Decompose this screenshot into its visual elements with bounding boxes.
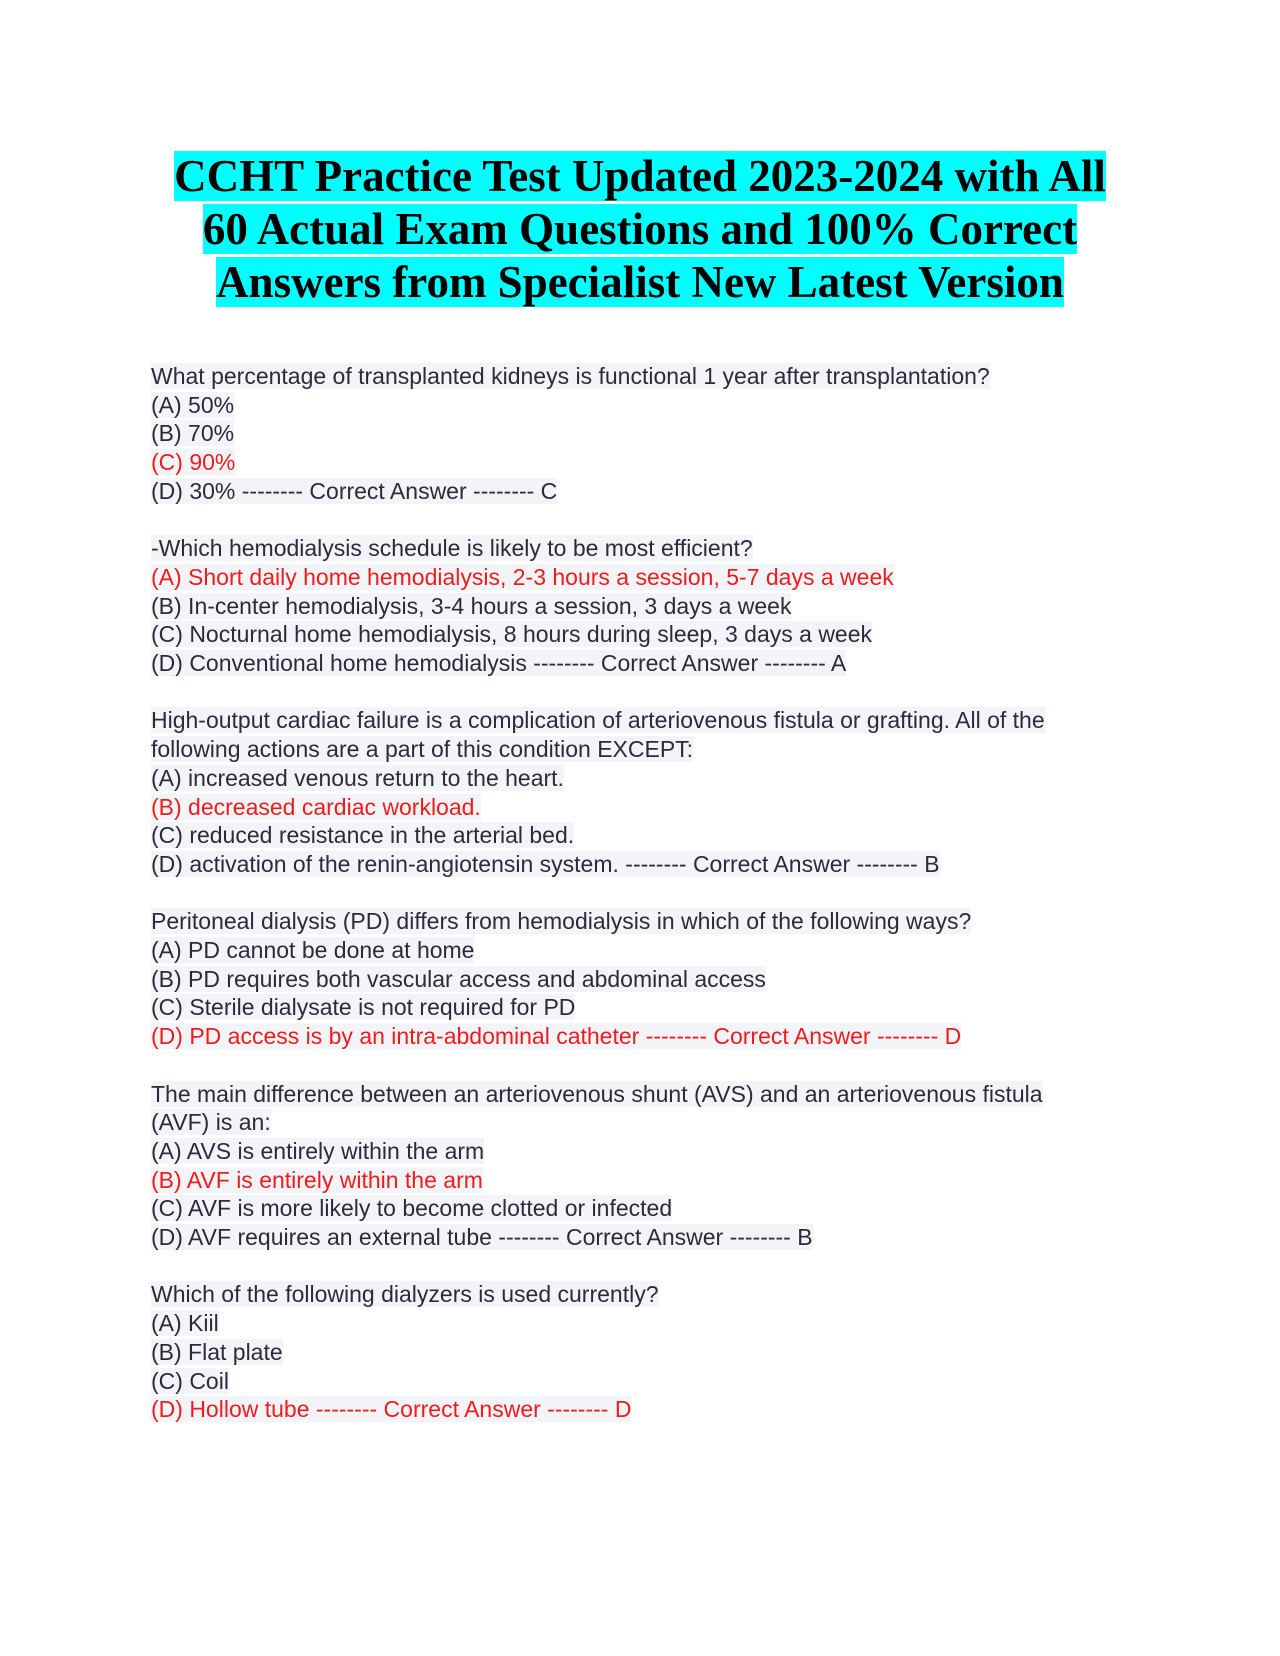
question-stem-line-2: following actions are a part of this condition EXCEPT: <box>151 736 694 763</box>
answer-key: -------- Correct Answer -------- D <box>309 1396 632 1423</box>
title-line-2: 60 Actual Exam Questions and 100% Correct <box>202 204 1078 254</box>
option-d: (D) AVF requires an external tube <box>151 1224 492 1251</box>
question-stem: What percentage of transplanted kidneys is functional 1 year after transplantation? <box>151 363 990 389</box>
question-stem: Peritoneal dialysis (PD) differs from hemodialysis in which of the following ways? <box>151 908 972 935</box>
option-b: (B) PD requires both vascular access and abdominal access <box>151 965 766 992</box>
option-d-correct: (D) PD access is by an intra-abdominal catheter <box>151 1023 640 1050</box>
title-line-3: Answers from Specialist New Latest Version <box>216 257 1064 307</box>
question-stem: Which of the following dialyzers is used currently? <box>151 1281 659 1308</box>
option-c: (C) Coil <box>151 1367 229 1394</box>
question-stem-line-1: The main difference between an arteriovenous shunt (AVS) and an arteriovenous fistula <box>151 1080 1043 1107</box>
question-6 <box>151 1280 1141 1424</box>
option-d: (D) Conventional home hemodialysis <box>151 650 527 677</box>
question-list <box>151 362 1141 1453</box>
option-b: (B) Flat plate <box>151 1338 283 1365</box>
question-2 <box>151 534 1141 678</box>
title-line-1: CCHT Practice Test Updated 2023-2024 with All <box>174 151 1106 201</box>
option-c-correct: (C) 90% <box>151 449 236 476</box>
answer-key: -------- Correct Answer -------- A <box>526 650 847 677</box>
document-title <box>150 150 1130 309</box>
question-stem: -Which hemodialysis schedule is likely to be most efficient? <box>151 535 753 562</box>
option-d-correct: (D) Hollow tube <box>151 1396 310 1423</box>
option-c: (C) AVF is more likely to become clotted or infected <box>151 1195 673 1222</box>
option-c: (C) Sterile dialysate is not required for PD <box>151 994 576 1021</box>
option-d: (D) activation of the renin-angiotensin system. <box>151 850 619 877</box>
option-a: (A) increased venous return to the heart. <box>151 764 564 791</box>
option-a: (A) AVS is entirely within the arm <box>151 1137 485 1164</box>
option-d: (D) 30% <box>151 477 236 504</box>
option-b: (B) In-center hemodialysis, 3-4 hours a session, 3 days a week <box>151 592 792 619</box>
answer-key: -------- Correct Answer -------- D <box>639 1023 962 1050</box>
question-1 <box>151 362 1141 506</box>
question-3 <box>151 706 1141 878</box>
question-4 <box>151 907 1141 1051</box>
option-b-correct: (B) AVF is entirely within the arm <box>151 1166 483 1193</box>
option-b: (B) 70% <box>151 420 235 447</box>
question-5 <box>151 1080 1141 1252</box>
answer-key: -------- Correct Answer -------- C <box>235 477 558 504</box>
option-a-correct: (A) Short daily home hemodialysis, 2-3 hours a session, 5-7 days a week <box>151 563 894 590</box>
option-b-correct: (B) decreased cardiac workload. <box>151 793 481 820</box>
option-c: (C) Nocturnal home hemodialysis, 8 hours during sleep, 3 days a week <box>151 621 873 648</box>
question-stem-line-2: (AVF) is an: <box>151 1109 271 1136</box>
answer-key: -------- Correct Answer -------- B <box>618 850 940 877</box>
answer-key: -------- Correct Answer -------- B <box>491 1224 813 1251</box>
option-a: (A) PD cannot be done at home <box>151 937 475 964</box>
option-c: (C) reduced resistance in the arterial bed. <box>151 822 575 849</box>
option-a: (A) 50% <box>151 391 235 418</box>
question-stem-line-1: High-output cardiac failure is a complication of arteriovenous fistula or grafting. All of the <box>151 707 1045 734</box>
option-a: (A) Kiil <box>151 1310 219 1337</box>
